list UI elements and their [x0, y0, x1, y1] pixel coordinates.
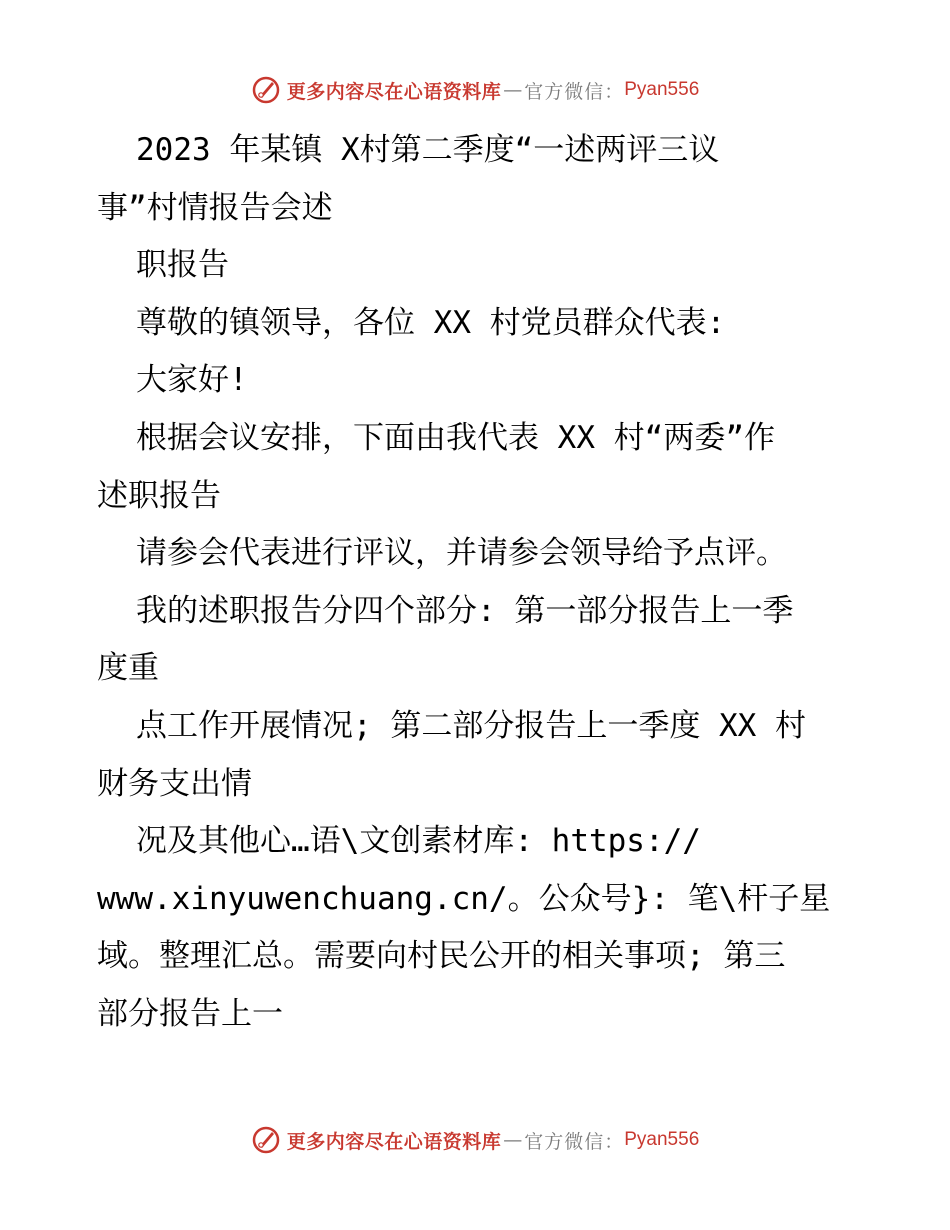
header-banner [0, 70, 950, 110]
footer-banner [0, 1120, 950, 1160]
text-line: 部分报告上一 [97, 995, 283, 1032]
text-line: 点工作开展情况; 第二部分报告上一季度 XX 村 [136, 707, 806, 744]
text-line: 事”村情报告会述 [97, 189, 333, 226]
banner-dash: — [503, 1129, 523, 1151]
banner-title: 更多内容尽在心语资料库 [286, 80, 502, 103]
text-line: 我的述职报告分四个部分: 第一部分报告上一季 [136, 592, 794, 629]
text-line: www.xinyuwenchuang.cn/。公众号}: 笔\杆子星 [97, 880, 831, 917]
text-line: 根据会议安排，下面由我代表 XX 村“两委”作 [136, 419, 775, 456]
quill-pen-logo-icon [251, 75, 281, 105]
document-body [97, 122, 857, 1044]
banner-wechat-id: Pyan556 [624, 79, 700, 100]
text-line: 2023 年某镇 X村第二季度“一述两评三议 [136, 132, 720, 168]
banner-title: 更多内容尽在心语资料库 [286, 1130, 502, 1153]
banner-wechat-id: Pyan556 [624, 1129, 700, 1150]
quill-pen-logo-icon [251, 1125, 281, 1155]
banner-wechat-label: 官方微信： [524, 80, 625, 103]
text-line: 职报告 [136, 247, 229, 284]
text-line: 度重 [97, 650, 159, 687]
text-line: 况及其他心…语\文创素材库: https:// [136, 823, 701, 860]
banner-wechat-label: 官方微信： [524, 1130, 625, 1153]
text-line: 述职报告 [97, 477, 221, 514]
banner-dash: — [503, 79, 523, 101]
text-line: 请参会代表进行评议，并请参会领导给予点评。 [136, 535, 787, 572]
text-line: 财务支出情 [97, 765, 252, 802]
text-line: 大家好! [136, 362, 248, 399]
text-line: 域。整理汇总。需要向村民公开的相关事项; 第三 [97, 938, 786, 975]
text-line: 尊敬的镇领导，各位 XX 村党员群众代表: [136, 304, 726, 341]
